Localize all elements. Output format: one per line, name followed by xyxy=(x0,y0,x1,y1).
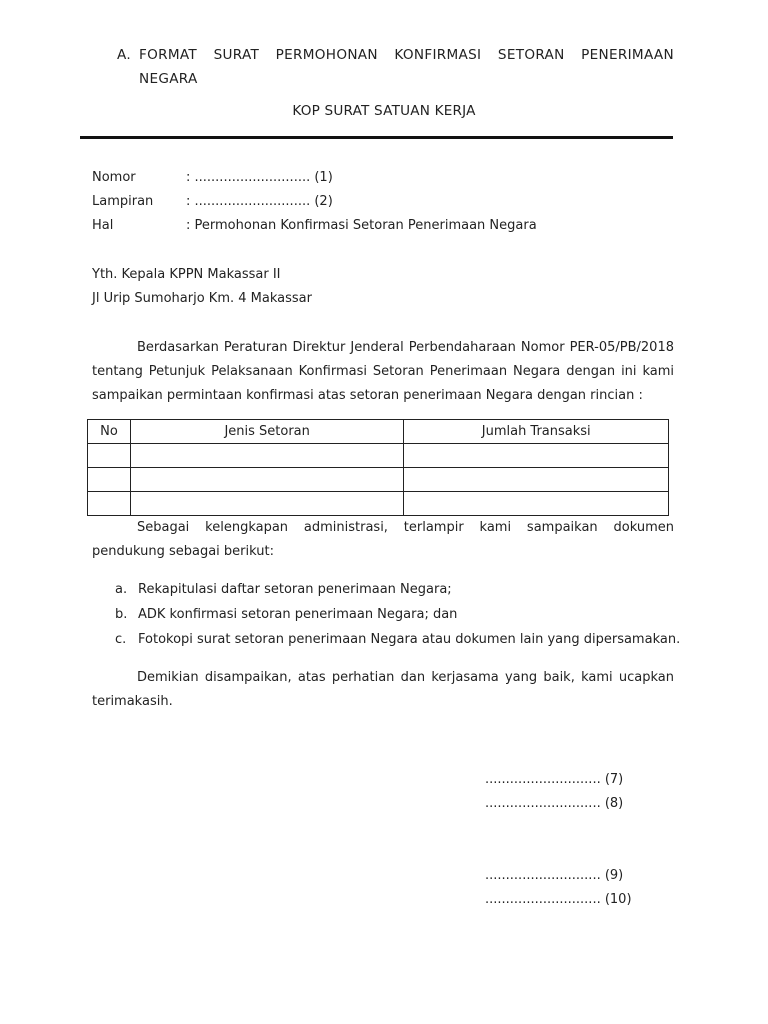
table-row xyxy=(88,468,669,492)
body-paragraph-2: Sebagai kelengkapan administrasi, terlampir kami sampaikan dokumen pendukung sebagai berikut: xyxy=(92,520,674,559)
body-paragraph-3: Demikian disampaikan, atas perhatian dan kerjasama yang baik, kami ucapkan terimakasih. xyxy=(92,670,674,709)
header-value: : ............................ (2) xyxy=(186,194,333,209)
header-label: Hal xyxy=(92,218,114,233)
column-header-jumlah-transaksi: Jumlah Transaksi xyxy=(404,420,669,444)
section-heading xyxy=(117,43,674,91)
section-title: FORMAT SURAT PERMOHONAN KONFIRMASI SETORAN PENERIMAAN NEGARA xyxy=(139,47,674,87)
signature-line-8: ............................ (8) xyxy=(485,796,624,811)
list-text: Fotokopi surat setoran penerimaan Negara atau dokumen lain yang dipersamakan. xyxy=(138,632,681,647)
table-header-row xyxy=(88,420,669,444)
header-value: : ............................ (1) xyxy=(186,170,333,185)
header-value: : Permohonan Konfirmasi Setoran Penerimaan Negara xyxy=(186,218,537,233)
letterhead-divider xyxy=(80,136,673,139)
table-row xyxy=(88,444,669,468)
list-marker: a. xyxy=(115,582,128,597)
addressee-line-2: Jl Urip Sumoharjo Km. 4 Makassar xyxy=(92,291,312,306)
table-row xyxy=(88,492,669,516)
addressee-line-1: Yth. Kepala KPPN Makassar II xyxy=(92,267,281,282)
letterhead-placeholder: KOP SURAT SATUAN KERJA xyxy=(292,103,476,119)
column-header-jenis-setoran: Jenis Setoran xyxy=(130,420,404,444)
list-text: ADK konfirmasi setoran penerimaan Negara; dan xyxy=(138,607,458,622)
signature-line-7: ............................ (7) xyxy=(485,772,624,787)
section-number: A. xyxy=(117,47,131,63)
signature-line-9: ............................ (9) xyxy=(485,868,624,883)
header-label: Nomor xyxy=(92,170,136,185)
column-header-no: No xyxy=(88,420,131,444)
list-marker: c. xyxy=(115,632,127,647)
header-label: Lampiran xyxy=(92,194,154,209)
signature-line-10: ............................ (10) xyxy=(485,892,632,907)
list-marker: b. xyxy=(115,607,128,622)
rincian-table xyxy=(87,419,669,516)
list-text: Rekapitulasi daftar setoran penerimaan Negara; xyxy=(138,582,452,597)
body-paragraph-1: Berdasarkan Peraturan Direktur Jenderal Perbendaharaan Nomor PER-05/PB/2018 tentang Petunjuk Pelaksanaan Konfirmasi Setoran Penerimaan Negara dengan ini kami sampaikan permintaan konfirmasi atas setoran penerimaan Negara dengan rincian : xyxy=(92,340,674,403)
